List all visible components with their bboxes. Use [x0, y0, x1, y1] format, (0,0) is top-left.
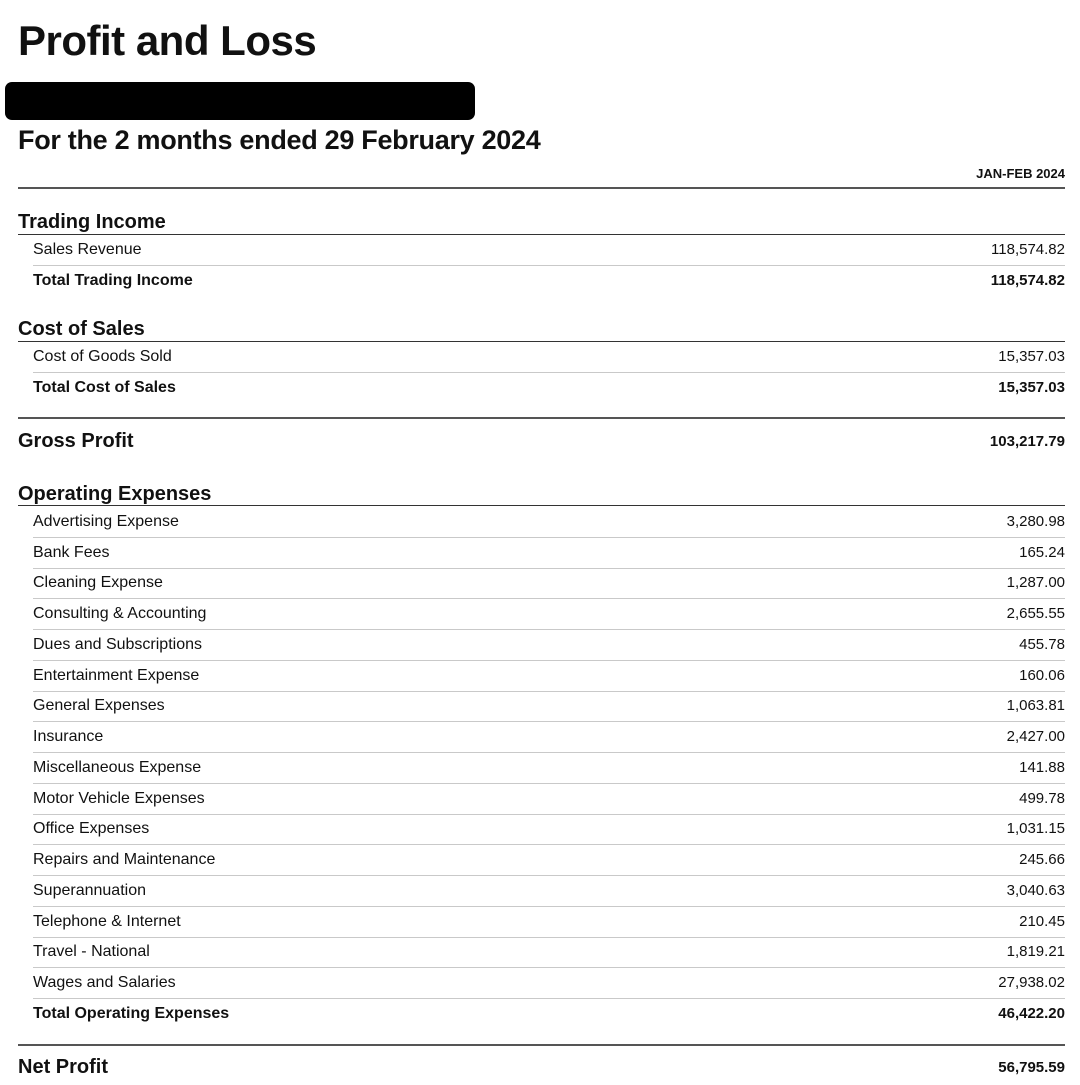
row-value: 2,655.55 [1006, 605, 1065, 622]
net-profit-row [18, 1052, 1065, 1082]
row-label: Office Expenses [33, 820, 150, 837]
row-label: Sales Revenue [33, 241, 142, 258]
row-value: 165.24 [1019, 544, 1065, 561]
row-label: Cleaning Expense [33, 574, 163, 591]
net-profit-divider [18, 1044, 1065, 1046]
net-profit-value: 56,795.59 [998, 1059, 1065, 1076]
table-row [33, 691, 1065, 722]
gross-profit-value: 103,217.79 [989, 433, 1065, 450]
section-title-operating-expenses: Operating Expenses [18, 483, 212, 505]
total-value: 15,357.03 [998, 379, 1065, 396]
table-row [33, 630, 1065, 661]
total-label: Total Trading Income [33, 272, 193, 289]
row-label: Cost of Goods Sold [33, 348, 172, 365]
section-title-cost-of-sales: Cost of Sales [18, 318, 145, 340]
row-label: Motor Vehicle Expenses [33, 790, 205, 807]
row-label: Consulting & Accounting [33, 605, 207, 622]
row-value: 118,574.82 [991, 241, 1065, 258]
table-row [33, 722, 1065, 753]
table-row [33, 235, 1065, 266]
total-row-cost-of-sales [33, 373, 1065, 404]
section-divider [18, 505, 1065, 506]
row-label: Dues and Subscriptions [33, 636, 202, 653]
table-row [33, 907, 1065, 938]
table-row [33, 937, 1065, 968]
row-value: 15,357.03 [998, 348, 1065, 365]
total-label: Total Operating Expenses [33, 1005, 230, 1022]
net-profit-label: Net Profit [18, 1056, 108, 1078]
table-row [33, 342, 1065, 373]
total-row-trading-income [33, 266, 1065, 297]
table-row [33, 753, 1065, 784]
redacted-company-name [5, 82, 475, 120]
row-value: 160.06 [1019, 667, 1065, 684]
row-label: Travel - National [33, 943, 150, 960]
header-divider [18, 187, 1065, 189]
gross-profit-label: Gross Profit [18, 430, 134, 452]
row-value: 1,287.00 [1006, 574, 1065, 591]
row-value: 499.78 [1019, 790, 1065, 807]
total-value: 46,422.20 [998, 1005, 1065, 1022]
table-row [33, 507, 1065, 538]
row-value: 1,819.21 [1006, 943, 1065, 960]
row-value: 3,280.98 [1006, 513, 1065, 530]
row-label: General Expenses [33, 697, 165, 714]
row-label: Telephone & Internet [33, 913, 181, 930]
row-label: Wages and Salaries [33, 974, 176, 991]
row-value: 2,427.00 [1006, 728, 1065, 745]
row-label: Advertising Expense [33, 513, 179, 530]
row-value: 1,063.81 [1006, 697, 1065, 714]
table-row [33, 661, 1065, 692]
row-label: Repairs and Maintenance [33, 851, 216, 868]
row-label: Insurance [33, 728, 104, 745]
table-row [33, 784, 1065, 815]
table-row [33, 968, 1065, 999]
row-value: 1,031.15 [1006, 820, 1065, 837]
row-value: 141.88 [1019, 759, 1065, 776]
total-row-operating-expenses [33, 999, 1065, 1030]
row-label: Miscellaneous Expense [33, 759, 202, 776]
page-title: Profit and Loss [18, 17, 317, 64]
total-value: 118,574.82 [990, 272, 1065, 289]
table-row [33, 568, 1065, 599]
column-header: JAN-FEB 2024 [976, 166, 1065, 181]
row-value: 27,938.02 [998, 974, 1065, 991]
report-period: For the 2 months ended 29 February 2024 [18, 125, 541, 155]
gross-profit-divider [18, 417, 1065, 419]
row-value: 210.45 [1019, 913, 1065, 930]
row-value: 3,040.63 [1006, 882, 1065, 899]
table-row [33, 876, 1065, 907]
row-value: 245.66 [1019, 851, 1065, 868]
row-label: Bank Fees [33, 544, 110, 561]
table-row [33, 814, 1065, 845]
total-label: Total Cost of Sales [33, 379, 176, 396]
row-label: Entertainment Expense [33, 667, 200, 684]
section-title-trading-income: Trading Income [18, 211, 166, 233]
row-label: Superannuation [33, 882, 146, 899]
row-value: 455.78 [1019, 636, 1065, 653]
table-row [33, 599, 1065, 630]
table-row [33, 845, 1065, 876]
gross-profit-row [18, 426, 1065, 456]
table-row [33, 538, 1065, 569]
